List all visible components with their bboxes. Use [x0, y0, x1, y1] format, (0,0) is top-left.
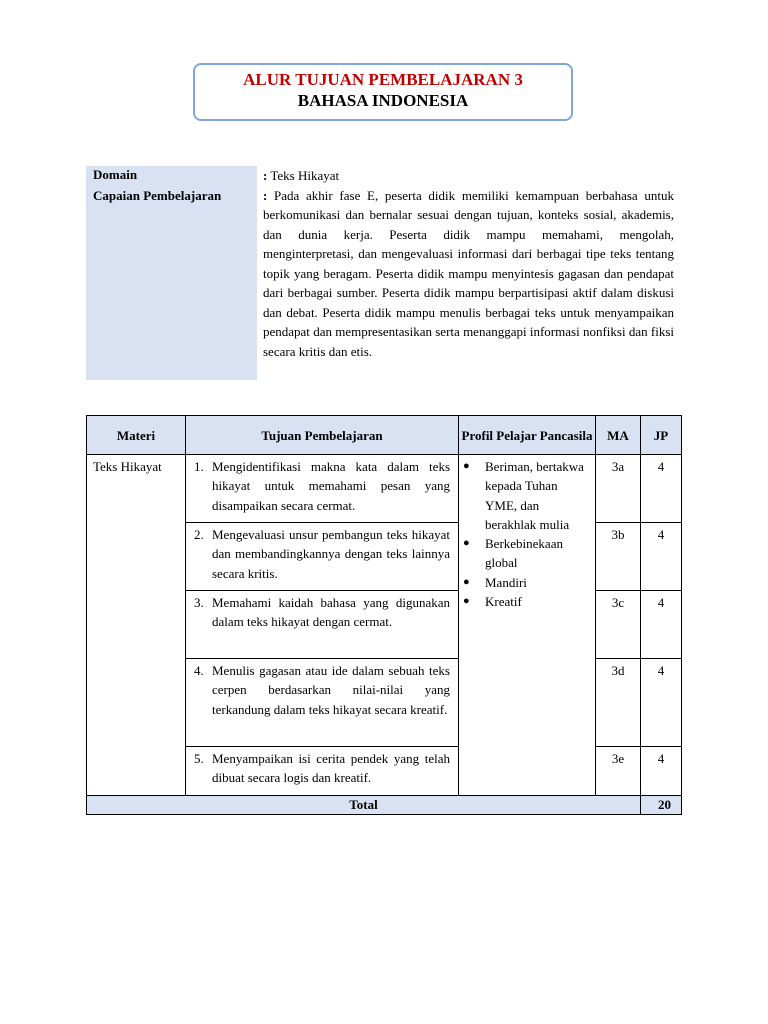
tujuan-text: Menulis gagasan atau ide dalam sebuah teks cerpen berdasarkan nilai-nilai yang terkandung dalam teks hikayat secara kreatif. — [212, 663, 450, 717]
profil-text: Berkebinekaan global — [485, 536, 563, 571]
table-header-row — [87, 416, 682, 455]
profil-text: Kreatif — [485, 594, 522, 610]
list-item — [463, 457, 591, 534]
profil-text: Mandiri — [485, 574, 527, 590]
tujuan-number: 5. — [194, 751, 204, 766]
jp-cell: 4 — [641, 455, 682, 523]
cp-value: Pada akhir fase E, peserta didik memiliki kemampuan berbahasa untuk berkomunikasi dan bernalar sesuai dengan tujuan, konteks sosial, akademis, dan dunia kerja. Peserta didik mampu memahami, mengolah, menginterpretasi, dan mengevaluasi informasi dari berbagai tipe teks tentang topik yang beragam. Peserta didik mampu menyintesis gagasan dan pendapat dari berbagai sumber. Peserta didik mampu berpartisipasi aktif dalam diskusi dan debat. Peserta didik mampu menulis berbagai teks untuk menyampaikan pendapat dan mempresentasikan serta menanggapi informasi nonfiksi dan fiksi secara kritis dan etis. — [263, 187, 674, 359]
page-title: ALUR TUJUAN PEMBELAJARAN 3 — [243, 70, 523, 89]
bullet-icon: ● — [463, 460, 470, 472]
ma-cell: 3b — [596, 523, 641, 591]
list-item — [463, 534, 591, 573]
tujuan-cell — [186, 747, 459, 796]
ma-cell: 3e — [596, 747, 641, 796]
ma-cell: 3c — [596, 591, 641, 659]
jp-cell: 4 — [641, 659, 682, 747]
header-materi: Materi — [87, 416, 186, 455]
tujuan-number: 2. — [194, 527, 204, 542]
atp-table — [86, 415, 682, 815]
tujuan-cell — [186, 523, 459, 591]
header-tujuan: Tujuan Pembelajaran — [186, 416, 459, 455]
tujuan-cell — [186, 659, 459, 747]
header-profil: Profil Pelajar Pancasila — [459, 416, 596, 455]
total-label: Total — [87, 796, 641, 815]
tujuan-number: 4. — [194, 663, 204, 678]
tujuan-text: Mengevaluasi unsur pembangun teks hikayat dan membandingkannya dengan teks lainnya secara kritis. — [212, 527, 450, 581]
bullet-icon: ● — [463, 575, 470, 588]
header-jp: JP — [641, 416, 682, 455]
header-ma: MA — [596, 416, 641, 455]
cp-row: : Pada akhir fase E, peserta didik memiliki kemampuan berbahasa untuk berkomunikasi dan bernalar sesuai dengan tujuan, konteks sosial, akademis, dan dunia kerja. Peserta didik mampu memahami, mengolah, menginterpretasi, dan mengevaluasi informasi dari berbagai tipe teks tentang topik yang beragam. Peserta didik mampu menyintesis gagasan dan pendapat dari berbagai sumber. Peserta didik mampu berpartisipasi aktif dalam diskusi dan debat. Peserta didik mampu menulis berbagai teks untuk menyampaikan pendapat dan mempresentasikan serta menanggapi informasi nonfiksi dan fiksi secara kritis dan etis. — [263, 187, 674, 359]
domain-label: Domain — [93, 167, 138, 182]
list-item — [463, 573, 591, 592]
ma-cell: 3d — [596, 659, 641, 747]
tujuan-number: 3. — [194, 595, 204, 610]
table-row — [87, 455, 682, 523]
domain-row: : Teks Hikayat — [263, 168, 340, 183]
title-box — [193, 63, 573, 121]
tujuan-text: Menyampaikan isi cerita pendek yang telah dibuat secara logis dan kreatif. — [212, 751, 450, 786]
jp-cell: 4 — [641, 523, 682, 591]
profil-cell — [459, 455, 596, 796]
jp-cell: 4 — [641, 747, 682, 796]
materi-cell: Teks Hikayat — [87, 455, 186, 796]
tujuan-cell — [186, 455, 459, 523]
ma-cell: 3a — [596, 455, 641, 523]
total-value: 20 — [641, 796, 682, 815]
cp-label: Capaian Pembelajaran — [93, 188, 222, 203]
domain-value: Teks Hikayat — [270, 168, 340, 183]
bullet-icon: ● — [463, 537, 470, 550]
tujuan-text: Mengidentifikasi makna kata dalam teks hikayat untuk memahami pesan yang disampaikan secara cermat. — [212, 459, 450, 513]
info-value-column — [263, 166, 674, 361]
tujuan-cell — [186, 591, 459, 659]
profil-list — [463, 457, 591, 611]
page-subtitle: BAHASA INDONESIA — [297, 91, 469, 110]
list-item — [463, 592, 591, 611]
tujuan-text: Memahami kaidah bahasa yang digunakan dalam teks hikayat dengan cermat. — [212, 595, 450, 630]
total-row — [87, 796, 682, 815]
jp-cell: 4 — [641, 591, 682, 659]
bullet-icon: ● — [463, 595, 470, 608]
info-label-column — [86, 166, 257, 380]
tujuan-number: 1. — [194, 459, 204, 474]
profil-text: Beriman, bertakwa kepada Tuhan YME, dan berakhlak mulia — [485, 459, 584, 532]
